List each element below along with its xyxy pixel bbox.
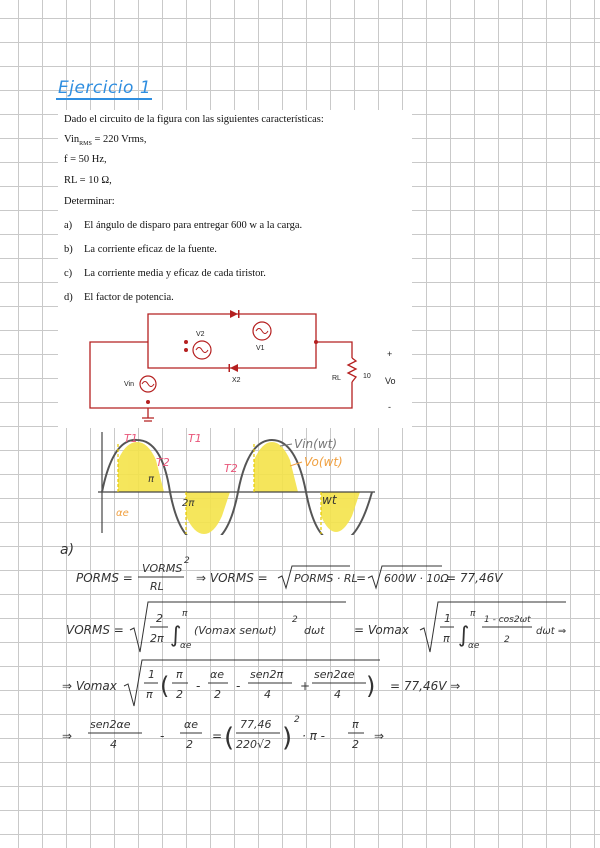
label-plus: + [387, 349, 393, 359]
eq4-f2-den: 2 [186, 738, 193, 751]
label-x2: X2 [232, 377, 241, 384]
label-vo-wt: Vo(wt) [304, 455, 343, 469]
problem-freq: f = 50 Hz, [64, 154, 107, 165]
problem-determine: Determinar: [64, 196, 115, 207]
eq4-f4-num: π [352, 718, 359, 731]
item-text: La corriente media y eficaz de cada tiristor. [84, 268, 266, 279]
eq3-pi2-num: π [176, 668, 183, 681]
label-vo: Vo [385, 376, 396, 386]
label-vin-wt: Vin(wt) [294, 437, 338, 451]
paren-open-2: ( [224, 723, 235, 753]
item-text: El factor de potencia. [84, 292, 174, 303]
label-alpha: αe [116, 508, 129, 519]
eq3-minus2: - [236, 679, 241, 693]
eq2-eq: = Vomax [354, 623, 409, 637]
eq2-body-exp: 2 [292, 615, 298, 625]
eq1-lhs: PORMS = [76, 571, 133, 585]
item-label: a) [64, 220, 73, 231]
eq1-num: VORMS [142, 562, 183, 575]
eq4-f1-num: sen2αe [90, 718, 131, 731]
eq3-result: = 77,46V ⇒ [390, 679, 461, 693]
eq3-s2-num: sen2αe [314, 668, 355, 681]
eq4-f4-den: 2 [352, 738, 359, 751]
item-text: La corriente eficaz de la fuente. [84, 244, 217, 255]
eq2-frac-den: 2π [150, 632, 164, 645]
problem-intro: Dado el circuito de la figura con las siguientes características: [64, 114, 324, 125]
eq2-lhs: VORMS = [66, 623, 124, 637]
label-rl-value: 10 [363, 373, 371, 380]
item-text: El ángulo de disparo para entregar 600 w a la carga. [84, 220, 303, 231]
eq2-frac3-num: 1 - cos2ωt [484, 615, 531, 625]
item-label: c) [64, 268, 73, 279]
label-rl: RL [332, 375, 341, 382]
eq1-den: RL [150, 580, 164, 593]
eq3-f1-num: 1 [148, 668, 155, 681]
eq3-plus: + [300, 679, 311, 693]
eq1-sqrt1: PORMS · RL [294, 572, 358, 585]
eq3-pi2-den: 2 [176, 688, 183, 701]
eq2-frac3-den: 2 [504, 635, 510, 645]
integral-icon: ∫ [458, 623, 470, 648]
eq2-body: (Vomax senωt) [194, 624, 277, 637]
vin-sub: RMS [79, 141, 92, 148]
eq3-ae2-num: αe [210, 668, 225, 681]
eq4-lhs: ⇒ [62, 729, 73, 743]
label-t2-a: T2 [156, 456, 170, 469]
eq1-eq: = [356, 571, 367, 585]
eq2-frac2-den: π [443, 632, 450, 645]
eq3-s1-den: 4 [264, 688, 271, 701]
eq2-int2-low: αe [468, 641, 480, 651]
item-label: d) [64, 292, 73, 303]
item-label: b) [64, 244, 73, 255]
eq4-minus: - [160, 729, 165, 743]
eq4-f3-den: 220√2 [236, 738, 272, 751]
vin-value: = 220 Vrms, [91, 134, 147, 145]
eq4-f1-den: 4 [110, 738, 117, 751]
eq2-int-up: π [182, 609, 188, 619]
problem-rl: RL = 10 Ω, [64, 175, 112, 186]
eq4-f2-num: αe [184, 718, 199, 731]
eq3-s1-num: sen2π [250, 668, 284, 681]
exercise-title: Ejercicio 1 [58, 78, 152, 98]
eq2-dwt2: dωt ⇒ [536, 626, 567, 637]
eq1-sqrt2: 600W · 10Ω [384, 572, 449, 585]
eq3-f1-den: π [146, 688, 153, 701]
label-pi: π [148, 474, 155, 485]
eq3-minus1: - [196, 679, 201, 693]
eq2-frac-num: 2 [156, 612, 163, 625]
eq4-end: ⇒ [374, 729, 385, 743]
eq1-result: = 77,46V [446, 571, 503, 585]
eq3-s2-den: 4 [334, 688, 341, 701]
eq2-dwt: dωt [304, 624, 325, 637]
eq4-tail: · π - [302, 729, 325, 743]
eq4-eq: = [212, 729, 223, 743]
vin-prefix: Vin [64, 134, 80, 145]
paren-close-2: ) [282, 723, 293, 753]
eq4-exp: 2 [294, 715, 300, 725]
paren-open: ( [160, 672, 170, 700]
eq2-int2-up: π [470, 609, 476, 619]
label-minus: - [388, 402, 391, 412]
eq3-lhs: ⇒ Vomax [62, 679, 117, 693]
label-t2-b: T2 [224, 462, 238, 475]
solution-part-label: a) [60, 542, 75, 558]
label-t1-b: T1 [188, 432, 202, 445]
label-v2: V2 [196, 331, 205, 338]
label-vin: Vin [124, 381, 134, 388]
eq1-exp: 2 [184, 556, 190, 566]
label-t1-a: T1 [124, 432, 138, 445]
eq3-ae2-den: 2 [214, 688, 221, 701]
integral-icon: ∫ [170, 623, 182, 648]
label-2pi: 2π [182, 498, 195, 509]
eq2-frac2-num: 1 [444, 612, 451, 625]
eq2-int-low: αe [180, 641, 192, 651]
label-wt: wt [322, 493, 337, 507]
eq1-imp: ⇒ VORMS = [196, 571, 268, 585]
eq4-f3-num: 77,46 [240, 718, 272, 731]
paren-close: ) [366, 672, 376, 700]
label-v1: V1 [256, 345, 265, 352]
